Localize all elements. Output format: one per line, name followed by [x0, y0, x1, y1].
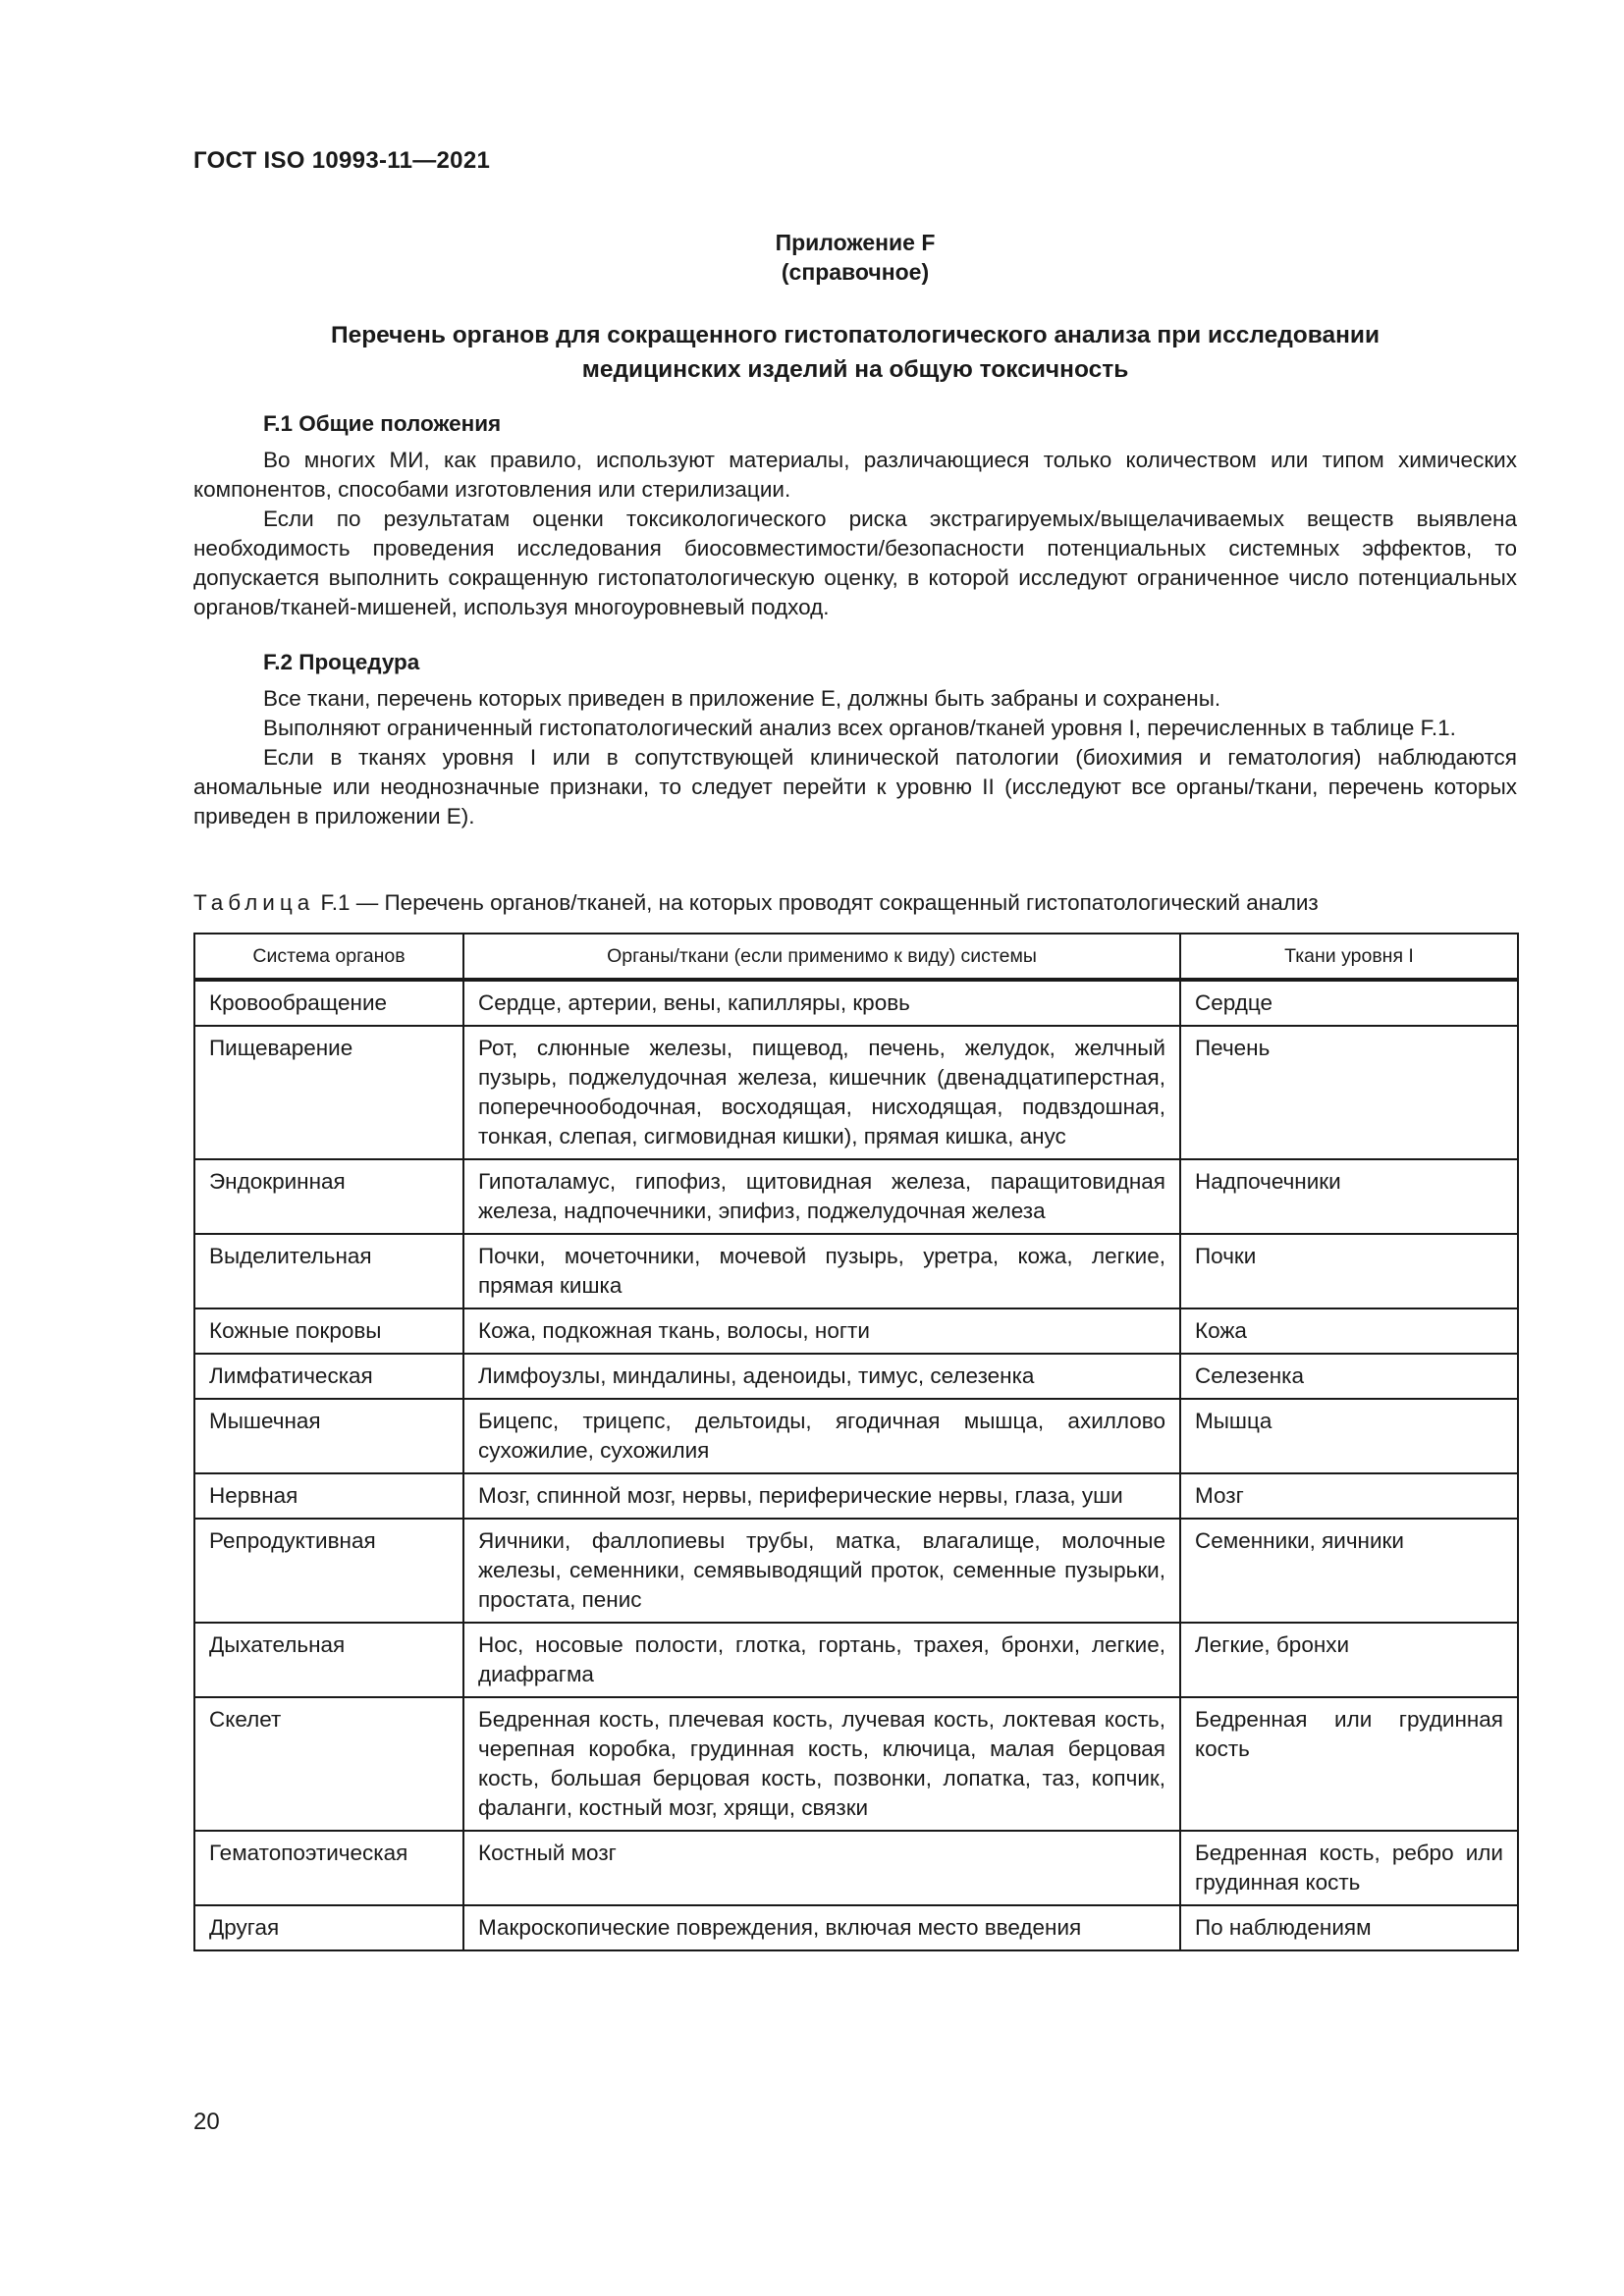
- organs-tissues-cell: Костный мозг: [463, 1831, 1180, 1905]
- level-one-tissue-cell: Бедренная или грудинная кость: [1180, 1697, 1518, 1831]
- annex-title-line-1: Перечень органов для сокращенного гистопатологического анализа при исследовании: [330, 322, 1380, 348]
- paragraph: Во многих МИ, как правило, используют материалы, различающиеся только количеством или типом химических компонентов, способами изготовления или стерилизации.: [193, 448, 1517, 502]
- paragraph: Выполняют ограниченный гистопатологический анализ всех органов/тканей уровня I, перечисленных в таблице F.1.: [263, 716, 1456, 740]
- level-one-tissue-cell: Сердце: [1180, 980, 1518, 1026]
- table-row: [194, 980, 1518, 1026]
- table-caption-label: Таблица: [193, 890, 315, 915]
- level-one-tissue-cell: По наблюдениям: [1180, 1905, 1518, 1950]
- annex-label: Приложение F: [775, 230, 936, 255]
- table-row: [194, 1697, 1518, 1831]
- table-row: [194, 1473, 1518, 1519]
- paragraph: Все ткани, перечень которых приведен в приложение Е, должны быть забраны и сохранены.: [263, 686, 1221, 711]
- level-one-tissue-cell: Мышца: [1180, 1399, 1518, 1473]
- table-row: [194, 1905, 1518, 1950]
- table-row: [194, 1159, 1518, 1234]
- level-one-tissue-cell: Надпочечники: [1180, 1159, 1518, 1234]
- organs-tissues-cell: Нос, носовые полости, глотка, гортань, трахея, бронхи, легкие, диафрагма: [463, 1623, 1180, 1697]
- organ-system-cell: Гематопоэтическая: [194, 1831, 463, 1905]
- paragraph: Если в тканях уровня I или в сопутствующей клинической патологии (биохимия и гематология) наблюдаются аномальные или неоднозначные признаки, то следует перейти к уровню II (исследуют все органы/ткани, перечень которых приведен в приложении Е).: [193, 745, 1517, 828]
- section-heading-f1: F.1 Общие положения: [263, 411, 502, 436]
- organs-table: [193, 933, 1519, 1951]
- table-row: [194, 1623, 1518, 1697]
- level-one-tissue-cell: Бедренная кость, ребро или грудинная кость: [1180, 1831, 1518, 1905]
- page-number: 20: [193, 2109, 220, 2135]
- organs-tissues-cell: Сердце, артерии, вены, капилляры, кровь: [463, 980, 1180, 1026]
- level-one-tissue-cell: Селезенка: [1180, 1354, 1518, 1399]
- document-code: ГОСТ ISO 10993-11—2021: [193, 147, 491, 174]
- organ-system-cell: Мышечная: [194, 1399, 463, 1473]
- annex-title: [193, 318, 1517, 387]
- organs-tissues-cell: Макроскопические повреждения, включая место введения: [463, 1905, 1180, 1950]
- table-row: [194, 1354, 1518, 1399]
- level-one-tissue-cell: Мозг: [1180, 1473, 1518, 1519]
- organs-tissues-cell: Мозг, спинной мозг, нервы, периферические нервы, глаза, уши: [463, 1473, 1180, 1519]
- organ-system-cell: Кровообращение: [194, 980, 463, 1026]
- table-row: [194, 1399, 1518, 1473]
- organ-system-cell: Репродуктивная: [194, 1519, 463, 1623]
- annex-status: (справочное): [781, 259, 930, 285]
- organ-system-cell: Лимфатическая: [194, 1354, 463, 1399]
- section-heading-f2: F.2 Процедура: [263, 650, 420, 674]
- table-row: [194, 1234, 1518, 1308]
- column-header: Органы/ткани (если применимо к виду) системы: [463, 934, 1180, 980]
- organs-tissues-cell: Лимфоузлы, миндалины, аденоиды, тимус, селезенка: [463, 1354, 1180, 1399]
- paragraph: Если по результатам оценки токсикологического риска экстрагируемых/выщелачиваемых веществ выявлена необходимость проведения исследования биосовместимости/безопасности потенциальных системных эффектов, то допускается выполнить сокращенную гистопатологическую оценку, в которой исследуют ограниченное число потенциальных органов/тканей-мишеней, используя многоуровневый подход.: [193, 507, 1517, 619]
- organ-system-cell: Дыхательная: [194, 1623, 463, 1697]
- level-one-tissue-cell: Кожа: [1180, 1308, 1518, 1354]
- level-one-tissue-cell: Семенники, яичники: [1180, 1519, 1518, 1623]
- level-one-tissue-cell: Почки: [1180, 1234, 1518, 1308]
- annex-label-block: [193, 228, 1517, 287]
- table-row: [194, 1519, 1518, 1623]
- organs-tissues-cell: Гипоталамус, гипофиз, щитовидная железа, паращитовидная железа, надпочечники, эпифиз, поджелудочная железа: [463, 1159, 1180, 1234]
- column-header: Система органов: [194, 934, 463, 980]
- table-row: [194, 1831, 1518, 1905]
- organs-tissues-cell: Почки, мочеточники, мочевой пузырь, уретра, кожа, легкие, прямая кишка: [463, 1234, 1180, 1308]
- organ-system-cell: Другая: [194, 1905, 463, 1950]
- section-f1-body: [193, 446, 1517, 622]
- organs-tissues-cell: Рот, слюнные железы, пищевод, печень, желудок, желчный пузырь, поджелудочная железа, кишечник (двенадцатиперстная, поперечноободочная, восходящая, нисходящая, подвздошная, тонкая, слепая, сигмовидная кишки), прямая кишка, анус: [463, 1026, 1180, 1159]
- organs-tissues-cell: Бедренная кость, плечевая кость, лучевая кость, локтевая кость, черепная коробка, грудинная кость, ключица, малая берцовая кость, большая берцовая кость, позвонки, лопатка, таз, копчик, фаланги, костный мозг, хрящи, связки: [463, 1697, 1180, 1831]
- level-one-tissue-cell: Легкие, бронхи: [1180, 1623, 1518, 1697]
- organs-tissues-cell: Бицепс, трицепс, дельтоиды, ягодичная мышца, ахиллово сухожилие, сухожилия: [463, 1399, 1180, 1473]
- organ-system-cell: Нервная: [194, 1473, 463, 1519]
- table-caption-text: F.1 — Перечень органов/тканей, на которых проводят сокращенный гистопатологический анализ: [314, 890, 1319, 915]
- organ-system-cell: Пищеварение: [194, 1026, 463, 1159]
- organs-tissues-cell: Кожа, подкожная ткань, волосы, ногти: [463, 1308, 1180, 1354]
- organ-system-cell: Выделительная: [194, 1234, 463, 1308]
- organs-tissues-cell: Яичники, фаллопиевы трубы, матка, влагалище, молочные железы, семенники, семявыводящий проток, семенные пузырьки, простата, пенис: [463, 1519, 1180, 1623]
- annex-title-line-2: медицинских изделий на общую токсичность: [581, 356, 1129, 383]
- table-row: [194, 1026, 1518, 1159]
- organ-system-cell: Кожные покровы: [194, 1308, 463, 1354]
- table-row: [194, 1308, 1518, 1354]
- level-one-tissue-cell: Печень: [1180, 1026, 1518, 1159]
- organ-system-cell: Скелет: [194, 1697, 463, 1831]
- section-f2-body: [193, 684, 1517, 831]
- table-caption: [193, 890, 1319, 916]
- organ-system-cell: Эндокринная: [194, 1159, 463, 1234]
- column-header: Ткани уровня I: [1180, 934, 1518, 980]
- table-header-row: [194, 934, 1518, 980]
